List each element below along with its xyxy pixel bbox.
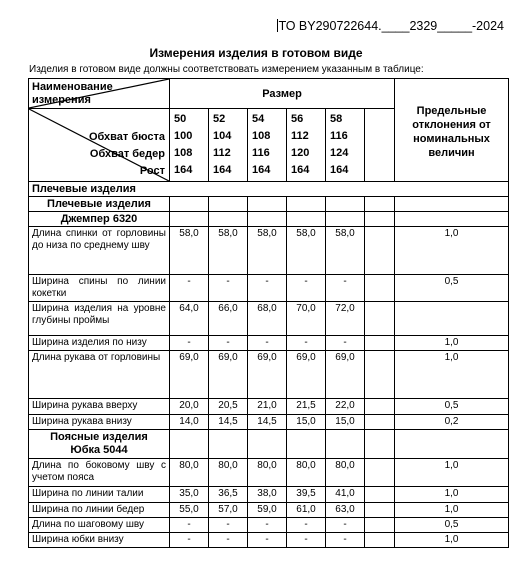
jumper-rows (29, 227, 509, 430)
measurement-value: 15,0 (287, 415, 326, 430)
measurement-value: - (248, 275, 287, 302)
size-col (326, 109, 365, 182)
empty-cell (395, 430, 509, 459)
measurement-value: 80,0 (209, 459, 248, 487)
size-height: 164 (291, 164, 310, 176)
measurement-value: 68,0 (248, 302, 287, 336)
header-size-cell: Размер (170, 79, 395, 109)
measurement-value: 66,0 (209, 302, 248, 336)
param-height-label: Рост (139, 165, 165, 177)
tolerance-value (395, 302, 509, 336)
skirt-rows (29, 459, 509, 548)
measurement-value: - (326, 336, 365, 351)
tolerance-value: 1,0 (395, 351, 509, 399)
size-col (170, 109, 209, 182)
tolerance-value: 1,0 (395, 487, 509, 503)
params-label-cell (29, 109, 170, 182)
empty-cell (326, 430, 365, 459)
size-col (209, 109, 248, 182)
table-row (29, 415, 509, 430)
size-bust: 54 (252, 113, 265, 125)
measurement-name: Ширина рукава вверху (29, 399, 170, 415)
size-bust: 50 (174, 113, 187, 125)
table-row (29, 399, 509, 415)
section-row (29, 430, 509, 459)
measurement-value: 58,0 (170, 227, 209, 275)
size-height: 164 (330, 164, 349, 176)
empty-cell (248, 212, 287, 227)
measurement-value: 36,5 (209, 487, 248, 503)
size-col (248, 109, 287, 182)
empty-cell (365, 197, 395, 212)
skirt-header (29, 430, 509, 459)
size-hips: 120 (291, 147, 310, 159)
measurement-name: Длина по шаговому шву (29, 518, 170, 533)
table-row (29, 351, 509, 399)
measurement-value: 61,0 (287, 503, 326, 518)
measurement-value: 58,0 (209, 227, 248, 275)
measurement-value: 15,0 (326, 415, 365, 430)
measurement-value: 14,5 (209, 415, 248, 430)
empty-cell (365, 487, 395, 503)
measurement-value: - (209, 336, 248, 351)
table-row (29, 533, 509, 548)
table-row (29, 503, 509, 518)
tolerance-value: 1,0 (395, 533, 509, 548)
measurement-value: - (326, 518, 365, 533)
measurement-value: 80,0 (287, 459, 326, 487)
size-bust: 52 (213, 113, 226, 125)
measurement-value: 69,0 (209, 351, 248, 399)
measurement-value: 69,0 (248, 351, 287, 399)
empty-cell (365, 275, 395, 302)
size-bust-girth: 116 (330, 130, 348, 142)
empty-cell (365, 336, 395, 351)
empty-cell (365, 351, 395, 399)
document-note: Изделия в готовом виде должны соответствовать измерением указанным в таблице: (29, 64, 424, 75)
measurement-name: Ширина по линии бедер (29, 503, 170, 518)
document-title: Измерения изделия в готовом виде (149, 46, 363, 60)
empty-cell (326, 212, 365, 227)
empty-cell (365, 459, 395, 487)
measurement-value: 59,0 (248, 503, 287, 518)
empty-cell (365, 518, 395, 533)
size-bust-girth: 108 (252, 130, 271, 142)
measurement-name: Длина спинки от горловины до низа по среднему шву (29, 227, 170, 275)
measurement-value: 64,0 (170, 302, 209, 336)
params-labels (89, 129, 165, 180)
measurement-value: 14,0 (170, 415, 209, 430)
measurement-value: - (326, 275, 365, 302)
empty-cell (248, 197, 287, 212)
measurement-value: 69,0 (326, 351, 365, 399)
tolerance-value: 1,0 (395, 336, 509, 351)
measurement-value: 63,0 (326, 503, 365, 518)
measurement-value: 14,5 (248, 415, 287, 430)
size-hips: 116 (252, 147, 270, 159)
tolerance-value: 0,2 (395, 415, 509, 430)
param-hips-label: Обхват бедер (89, 148, 165, 160)
tolerance-value: 1,0 (395, 503, 509, 518)
size-bust: 56 (291, 113, 304, 125)
empty-cell (395, 197, 509, 212)
measurement-name: Ширина изделия на уровне глубины проймы (29, 302, 170, 336)
measurement-value: - (287, 533, 326, 548)
empty-cell (395, 212, 509, 227)
measurement-value: 20,5 (209, 399, 248, 415)
empty-cell (170, 197, 209, 212)
measurement-value: 55,0 (170, 503, 209, 518)
section-shoulder-sub: Плечевые изделия (29, 197, 170, 212)
section-row (29, 212, 509, 227)
size-bust-girth: 100 (174, 130, 193, 142)
tolerance-value: 0,5 (395, 518, 509, 533)
empty-cell (287, 212, 326, 227)
document-reference (277, 19, 504, 33)
measurement-value: - (287, 275, 326, 302)
empty-cell (365, 302, 395, 336)
size-bust-girth: 104 (213, 130, 232, 142)
measurement-value: 22,0 (326, 399, 365, 415)
document-reference-text: ТО BY290722644.____2329_____-2024 (278, 19, 504, 33)
table-row (29, 302, 509, 336)
size-height: 164 (174, 164, 193, 176)
header-row (29, 79, 509, 109)
measurement-value: - (209, 275, 248, 302)
size-height: 164 (252, 164, 271, 176)
empty-cell (365, 430, 395, 459)
measurement-value: 41,0 (326, 487, 365, 503)
empty-cell (209, 430, 248, 459)
size-bust-girth: 112 (291, 130, 309, 142)
measurement-value: - (248, 336, 287, 351)
measurement-value: 20,0 (170, 399, 209, 415)
empty-cell (287, 430, 326, 459)
measurement-name: Длина по боковому шву с учетом пояса (29, 459, 170, 487)
section-row (29, 197, 509, 212)
size-hips: 112 (213, 147, 231, 159)
empty-cell (365, 415, 395, 430)
empty-cell (209, 212, 248, 227)
measurement-value: 57,0 (209, 503, 248, 518)
measurement-value: - (170, 533, 209, 548)
header-tolerance-cell: Предельные отклонения от номинальных величин (395, 79, 509, 182)
section-shoulder-main: Плечевые изделия (29, 182, 509, 197)
measurement-value: - (170, 336, 209, 351)
measurement-value: 80,0 (248, 459, 287, 487)
table-row (29, 275, 509, 302)
measurement-value: 39,5 (287, 487, 326, 503)
measurement-value: 58,0 (326, 227, 365, 275)
header-name-label: Наименование измерения (32, 81, 113, 106)
measurement-value: 69,0 (170, 351, 209, 399)
empty-cell (170, 430, 209, 459)
measurement-value: - (287, 336, 326, 351)
measurement-value: - (209, 518, 248, 533)
size-hips: 108 (174, 147, 193, 159)
section-row (29, 182, 509, 197)
measurement-value: 70,0 (287, 302, 326, 336)
table-row (29, 336, 509, 351)
measurement-value: - (170, 518, 209, 533)
measurement-value: - (287, 518, 326, 533)
measurement-name: Длина рукава от горловины (29, 351, 170, 399)
tolerance-value: 0,5 (395, 399, 509, 415)
measurement-value: - (248, 518, 287, 533)
measurement-value: 38,0 (248, 487, 287, 503)
measurement-value: - (209, 533, 248, 548)
size-hips: 124 (330, 147, 349, 159)
measurement-value: 21,0 (248, 399, 287, 415)
measurement-value: 58,0 (248, 227, 287, 275)
table-row (29, 487, 509, 503)
tolerance-value: 0,5 (395, 275, 509, 302)
measurements-table (28, 78, 509, 548)
empty-cell (365, 503, 395, 518)
empty-cell (209, 197, 248, 212)
measurement-value: 35,0 (170, 487, 209, 503)
param-bust-label: Обхват бюста (88, 131, 165, 143)
size-col-empty (365, 109, 395, 182)
measurement-value: - (248, 533, 287, 548)
measurement-value: - (170, 275, 209, 302)
measurement-name: Ширина юбки внизу (29, 533, 170, 548)
tolerance-value: 1,0 (395, 459, 509, 487)
text-cursor (277, 19, 278, 32)
empty-cell (365, 399, 395, 415)
measurement-value: 69,0 (287, 351, 326, 399)
size-height: 164 (213, 164, 232, 176)
measurement-name: Ширина спины по линии кокетки (29, 275, 170, 302)
section-jumper: Джемпер 6320 (29, 212, 170, 227)
measurement-value: 80,0 (326, 459, 365, 487)
measurement-name: Ширина по линии талии (29, 487, 170, 503)
measurement-value: 58,0 (287, 227, 326, 275)
empty-cell (248, 430, 287, 459)
empty-cell (365, 227, 395, 275)
section-waist-group: Поясные изделия (50, 431, 148, 443)
table-row (29, 518, 509, 533)
measurement-name: Ширина рукава внизу (29, 415, 170, 430)
section-waist-skirt (29, 430, 170, 459)
measurement-value: 72,0 (326, 302, 365, 336)
empty-cell (365, 533, 395, 548)
empty-cell (326, 197, 365, 212)
empty-cell (170, 212, 209, 227)
section-skirt: Юбка 5044 (70, 444, 128, 456)
measurement-value: 21,5 (287, 399, 326, 415)
tolerance-value: 1,0 (395, 227, 509, 275)
measurement-name: Ширина изделия по низу (29, 336, 170, 351)
empty-cell (365, 212, 395, 227)
measurement-value: - (326, 533, 365, 548)
table-row (29, 227, 509, 275)
measurement-value: 80,0 (170, 459, 209, 487)
header-name-cell (29, 79, 170, 109)
table-row (29, 459, 509, 487)
empty-cell (287, 197, 326, 212)
size-col (287, 109, 326, 182)
size-bust: 58 (330, 113, 343, 125)
